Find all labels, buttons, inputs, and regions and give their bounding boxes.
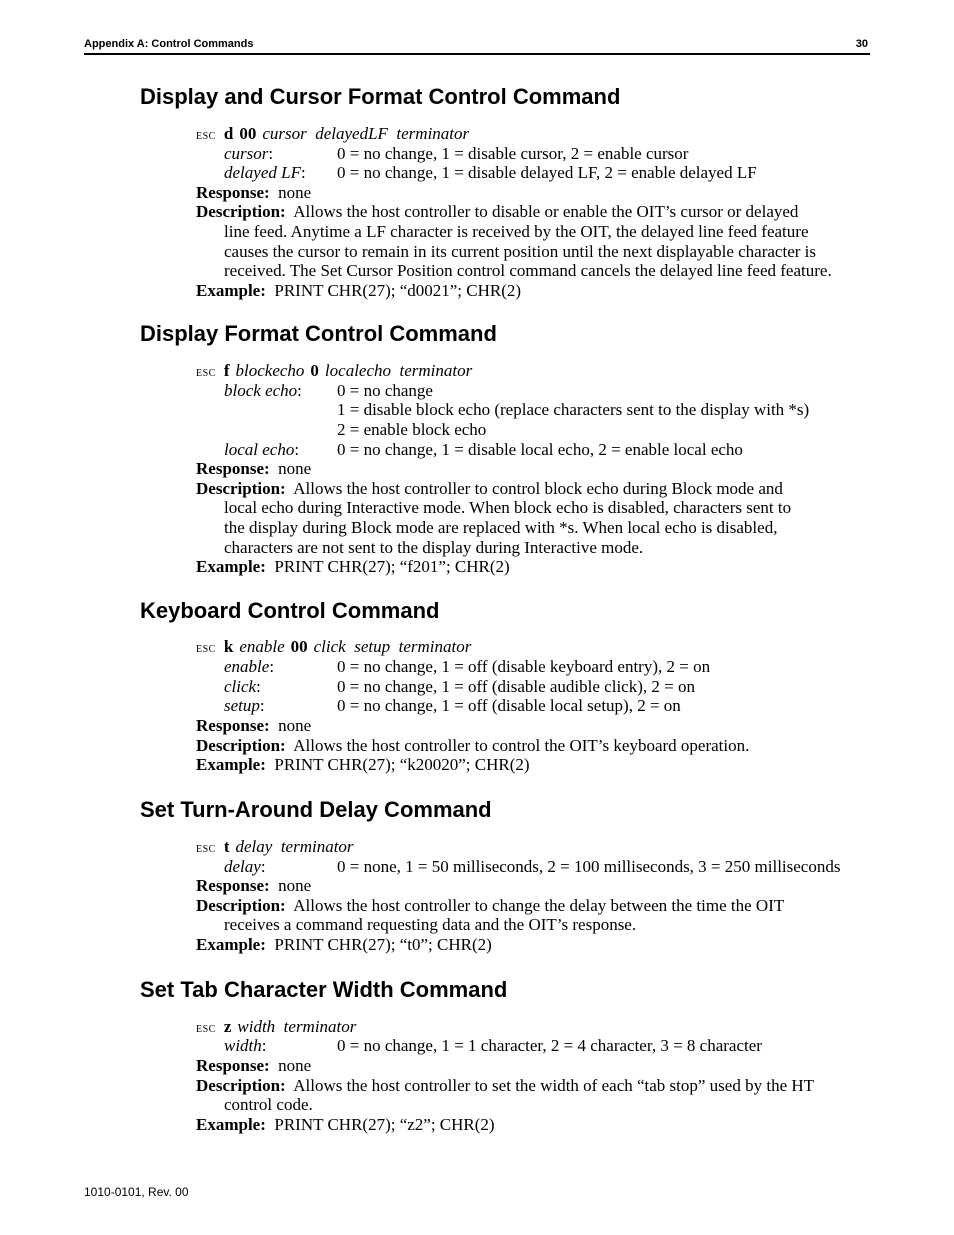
description-text: Allows the host controller to control block echo during Block mode and xyxy=(293,479,783,498)
command-letter: z xyxy=(223,1017,232,1036)
description-label: Description: xyxy=(196,736,286,755)
command-code: 00 xyxy=(239,124,257,143)
example-line xyxy=(196,1115,495,1135)
description-line xyxy=(196,1076,814,1096)
example-line xyxy=(196,755,530,775)
description-label: Description: xyxy=(196,1076,286,1095)
esc-label: ESC xyxy=(196,368,216,379)
param-name: click: xyxy=(224,677,261,696)
param-value: 0 = no change, 1 = 1 character, 2 = 4 character, 3 = 8 character xyxy=(337,1036,762,1055)
response-label: Response: xyxy=(196,459,270,478)
description-text: Allows the host controller to disable or enable the OIT’s cursor or delayed xyxy=(293,202,799,221)
example-label: Example: xyxy=(196,557,266,576)
description-text: control code. xyxy=(224,1095,313,1114)
command-args: click setup terminator xyxy=(313,637,472,656)
page-header xyxy=(84,36,870,55)
esc-label: ESC xyxy=(196,644,216,655)
param-value: 0 = no change, 1 = off (disable local setup), 2 = on xyxy=(337,696,681,715)
param-name-text: local echo xyxy=(224,440,295,459)
response-value: none xyxy=(278,459,312,478)
command-letter: t xyxy=(223,837,230,856)
header-page-number: 30 xyxy=(855,38,868,50)
response-label: Response: xyxy=(196,716,270,735)
param-name: cursor: xyxy=(224,144,274,163)
description-line xyxy=(196,202,798,222)
esc-label: ESC xyxy=(196,844,216,855)
description-text: characters are not sent to the display during Interactive mode. xyxy=(224,538,644,557)
param-name-text: width xyxy=(224,1036,262,1055)
command-args: localecho terminator xyxy=(324,361,473,380)
description-line xyxy=(196,736,749,756)
example-label: Example: xyxy=(196,281,266,300)
command-args: cursor delayedLF terminator xyxy=(262,124,470,143)
section-title: Keyboard Control Command xyxy=(140,598,440,623)
param-name-text: delayed LF xyxy=(224,163,301,182)
param-value: 0 = no change, 1 = off (disable keyboard entry), 2 = on xyxy=(337,657,711,676)
example-line xyxy=(196,935,492,955)
param-name-text: setup xyxy=(224,696,260,715)
description-text: the display during Block mode are replaced with *s. When local echo is disabled, xyxy=(224,518,778,537)
response-line xyxy=(196,459,311,479)
param-value: 1 = disable block echo (replace characters sent to the display with *s) xyxy=(337,400,810,419)
command-args: blockecho xyxy=(235,361,305,380)
param-name-text: enable xyxy=(224,657,270,676)
response-value: none xyxy=(278,716,312,735)
response-label: Response: xyxy=(196,876,270,895)
description-text: Allows the host controller to control the OIT’s keyboard operation. xyxy=(293,736,750,755)
param-name: block echo: xyxy=(224,381,302,400)
page-footer: 1010-0101, Rev. 00 xyxy=(84,1185,189,1199)
param-name-text: delay xyxy=(224,857,261,876)
example-label: Example: xyxy=(196,1115,266,1134)
description-text: receives a command requesting data and the OIT’s response. xyxy=(224,915,637,934)
section-title: Display and Cursor Format Control Command xyxy=(140,84,621,109)
example-code: PRINT CHR(27); “z2”; CHR(2) xyxy=(274,1115,495,1134)
example-label: Example: xyxy=(196,755,266,774)
example-code: PRINT CHR(27); “t0”; CHR(2) xyxy=(274,935,492,954)
example-line xyxy=(196,557,510,577)
command-letter: f xyxy=(223,361,230,380)
example-code: PRINT CHR(27); “d0021”; CHR(2) xyxy=(274,281,522,300)
param-value: 0 = none, 1 = 50 milliseconds, 2 = 100 milliseconds, 3 = 250 milliseconds xyxy=(337,857,841,876)
example-code: PRINT CHR(27); “f201”; CHR(2) xyxy=(274,557,510,576)
section-title: Set Tab Character Width Command xyxy=(140,977,508,1002)
section-title: Set Turn-Around Delay Command xyxy=(140,797,492,822)
esc-label: ESC xyxy=(196,131,216,142)
param-name: width: xyxy=(224,1036,267,1055)
description-line xyxy=(196,479,783,499)
description-label: Description: xyxy=(196,202,286,221)
section-title: Display Format Control Command xyxy=(140,321,497,346)
response-value: none xyxy=(278,183,312,202)
param-value: 0 = no change, 1 = disable local echo, 2 = enable local echo xyxy=(337,440,743,459)
command-args: delay terminator xyxy=(235,837,354,856)
description-text: Allows the host controller to set the width of each “tab stop” used by the HT xyxy=(293,1076,815,1095)
command-letter: k xyxy=(223,637,234,656)
response-value: none xyxy=(278,1056,312,1075)
example-label: Example: xyxy=(196,935,266,954)
response-line xyxy=(196,876,311,896)
response-line xyxy=(196,183,311,203)
param-value: 0 = no change xyxy=(337,381,433,400)
param-value: 2 = enable block echo xyxy=(337,420,487,439)
description-label: Description: xyxy=(196,479,286,498)
command-args: width terminator xyxy=(237,1017,357,1036)
param-name-text: block echo xyxy=(224,381,298,400)
command-syntax xyxy=(196,837,354,860)
param-value: 0 = no change, 1 = disable cursor, 2 = enable cursor xyxy=(337,144,689,163)
param-value: 0 = no change, 1 = disable delayed LF, 2 = enable delayed LF xyxy=(337,163,757,182)
command-syntax xyxy=(196,1017,356,1040)
command-code: 00 xyxy=(290,637,308,656)
param-name-text: click xyxy=(224,677,257,696)
response-line xyxy=(196,716,311,736)
command-letter: d xyxy=(223,124,234,143)
param-name: setup: xyxy=(224,696,265,715)
description-text: Allows the host controller to change the delay between the time the OIT xyxy=(293,896,785,915)
description-text: line feed. Anytime a LF character is received by the OIT, the delayed line feed feature xyxy=(224,222,809,241)
param-name: delay: xyxy=(224,857,266,876)
response-label: Response: xyxy=(196,183,270,202)
param-name: local echo: xyxy=(224,440,300,459)
description-text: local echo during Interactive mode. When block echo is disabled, characters sent to xyxy=(224,498,792,517)
command-code: 0 xyxy=(310,361,319,380)
description-text: received. The Set Cursor Position control command cancels the delayed line feed feature. xyxy=(224,261,832,280)
param-name-text: cursor xyxy=(224,144,269,163)
example-code: PRINT CHR(27); “k20020”; CHR(2) xyxy=(274,755,530,774)
description-text: causes the cursor to remain in its current position until the next displayable character is xyxy=(224,242,816,261)
response-value: none xyxy=(278,876,312,895)
param-name: delayed LF: xyxy=(224,163,306,182)
example-line xyxy=(196,281,521,301)
header-chapter-title: Appendix A: Control Commands xyxy=(84,38,254,50)
esc-label: ESC xyxy=(196,1024,216,1035)
response-line xyxy=(196,1056,311,1076)
description-line xyxy=(196,896,784,916)
param-value: 0 = no change, 1 = off (disable audible click), 2 = on xyxy=(337,677,695,696)
param-name: enable: xyxy=(224,657,275,676)
response-label: Response: xyxy=(196,1056,270,1075)
description-label: Description: xyxy=(196,896,286,915)
command-args: enable xyxy=(239,637,285,656)
